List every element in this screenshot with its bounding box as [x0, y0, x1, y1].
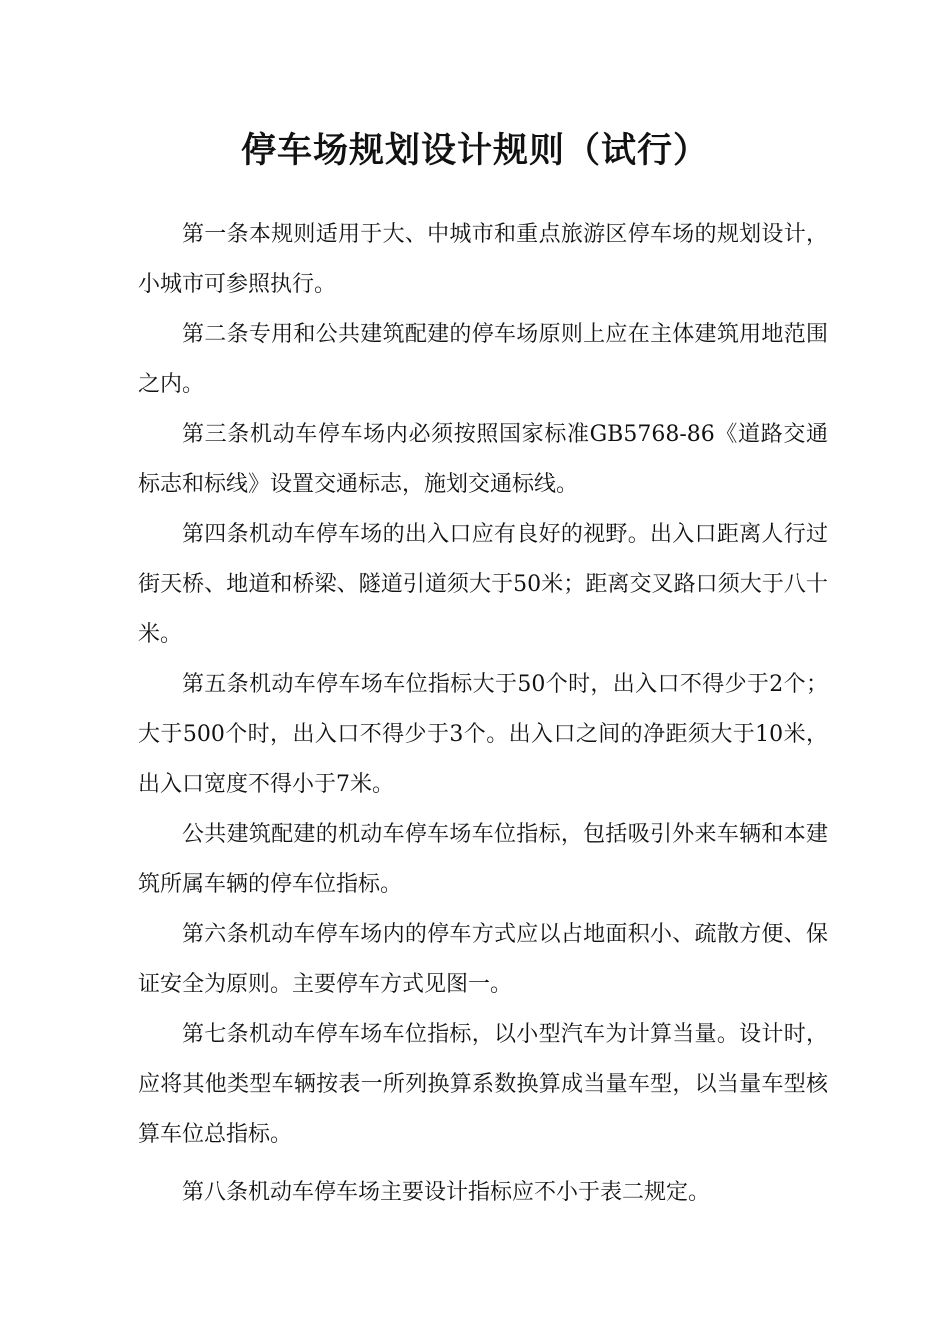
- article-5-supplement-paragraph: 公共建筑配建的机动车停车场车位指标，包括吸引外来车辆和本建筑所属车辆的停车位指标。: [138, 822, 828, 897]
- article-6-paragraph: 第六条机动车停车场内的停车方式应以占地面积小、疏散方便、保证安全为原则。主要停车方式见图一。: [138, 922, 828, 997]
- article-2-paragraph: 第二条专用和公共建筑配建的停车场原则上应在主体建筑用地范围之内。: [138, 322, 828, 397]
- article-8-paragraph: 第八条机动车停车场主要设计指标应不小于表二规定。: [182, 1180, 711, 1205]
- article-4-paragraph: 第四条机动车停车场的出入口应有良好的视野。出入口距离人行过街天桥、地道和桥梁、隧道引道须大于50米；距离交叉路口须大于八十米。: [138, 522, 828, 647]
- article-1-paragraph: 第一条本规则适用于大、中城市和重点旅游区停车场的规划设计，小城市可参照执行。: [138, 222, 828, 297]
- article-3-paragraph: 第三条机动车停车场内必须按照国家标准GB5768-86《道路交通标志和标线》设置交通标志，施划交通标线。: [138, 422, 828, 497]
- article-7-paragraph: 第七条机动车停车场车位指标，以小型汽车为计算当量。设计时，应将其他类型车辆按表一所列换算系数换算成当量车型，以当量车型核算车位总指标。: [138, 1022, 828, 1147]
- article-5-paragraph: 第五条机动车停车场车位指标大于50个时，出入口不得少于2个；大于500个时，出入口不得少于3个。出入口之间的净距须大于10米，出入口宽度不得小于7米。: [138, 672, 828, 797]
- document-title: 停车场规划设计规则（试行）: [240, 130, 709, 172]
- document-body: [138, 210, 828, 1218]
